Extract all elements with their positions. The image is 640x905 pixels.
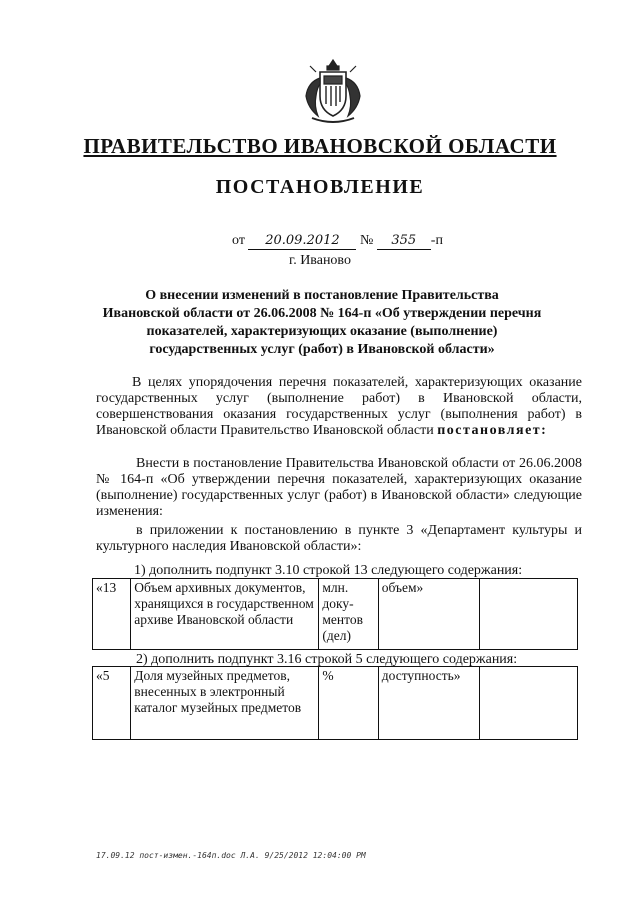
preamble-text: В целях упорядочения перечня показателей, характеризующих оказание государственных услуг (выполнение работ) в Ивановской области, совершенствования оказания государственных услуг (выполнения работ) в Ивановской области Правительство Ивановской области [96,375,582,438]
empty-cell [480,579,578,650]
row-number-cell: «5 [93,667,131,740]
number-prefix: № [359,233,374,248]
indicator-type-cell: доступность» [378,667,480,740]
handwritten-date: 20.09.2012 [248,233,356,250]
coat-of-arms-icon [302,58,364,124]
amendment-item-2: 2) дополнить подпункт 3.16 строкой 5 следующего содержания: [136,652,518,667]
preamble-paragraph [96,375,582,439]
table-row [93,667,578,740]
document-type-title: ПОСТАНОВЛЕНИЕ [215,176,425,198]
subject-line: О внесении изменений в постановление Правительства [145,288,499,303]
unit-cell: % [319,667,378,740]
subject-line: государственных услуг (работ) в Ивановской области» [149,342,495,357]
decree-word: постановляет: [437,423,548,438]
appendix-paragraph: в приложении к постановлению в пункте 3 «Департамент культуры и культурного наследия Ивановской области»: [96,523,582,554]
number-suffix: -п [430,233,443,248]
subject-line: показателей, характеризующих оказание (выполнение) [146,324,498,339]
amendment-item-1: 1) дополнить подпункт 3.10 строкой 13 следующего содержания: [134,563,523,578]
subject-line: Ивановской области от 26.06.2008 № 164-п «Об утверждении перечня [102,306,542,321]
table-row-13 [92,578,578,650]
row-number-cell: «13 [93,579,131,650]
file-footer: 17.09.12 пост-измен.-164п.doc Л.А. 9/25/2012 12:04:00 PM [96,851,366,860]
date-prefix: от [232,233,245,248]
amendment-paragraph: Внести в постановление Правительства Ивановской области от 26.06.2008 № 164-п «Об утверждении перечня показателей, характеризующих оказание (выполнение) государственных услуг (работ) в Ивановской области» следующие изменения: [96,456,582,519]
date-number-line [232,233,443,250]
table-row-5 [92,666,578,740]
city-name: г. Иваново [289,253,351,268]
handwritten-number: 355 [377,233,431,250]
indicator-name-cell: Объем архивных документов, хранящихся в государственном архиве Ивановской области [131,579,319,650]
unit-cell: млн. доку-ментов (дел) [319,579,378,650]
government-title: ПРАВИТЕЛЬСТВО ИВАНОВСКОЙ ОБЛАСТИ [83,134,557,158]
indicator-name-cell: Доля музейных предметов, внесенных в электронный каталог музейных предметов [131,667,319,740]
indicator-type-cell: объем» [378,579,480,650]
empty-cell [480,667,578,740]
resolution-subject [88,287,556,359]
table-row [93,579,578,650]
